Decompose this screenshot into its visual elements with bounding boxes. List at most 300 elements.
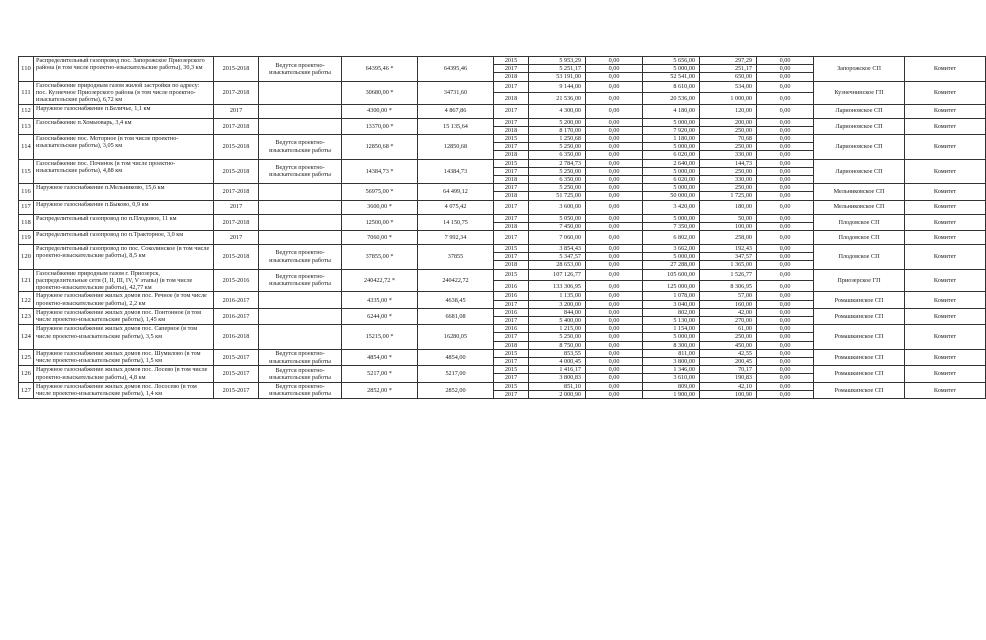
other-sources: 0,00 [757,159,814,167]
forecast-cost: 4854,00 [418,349,494,365]
total-amount: 2 784,73 [529,159,586,167]
funding-year: 2018 [494,93,529,104]
responsible-executor: Комитет [905,118,986,134]
responsible-executor: Комитет [905,308,986,324]
local-budget: 330,00 [700,151,757,159]
total-amount: 853,55 [529,349,586,357]
other-sources: 0,00 [757,214,814,222]
implementation-period: 2017-2018 [214,214,259,230]
municipality: Мельниковское СП [814,200,905,214]
status-note: Ведутся проектно-изыскательские работы [259,134,342,159]
responsible-executor: Комитет [905,57,986,82]
estimated-cost: 13370,00 * [342,118,418,134]
funding-year: 2016 [494,308,529,316]
other-sources: 0,00 [757,104,814,118]
funding-year: 2017 [494,143,529,151]
total-amount: 3 600,00 [529,200,586,214]
forecast-cost: 14384,73 [418,159,494,184]
total-amount: 5 050,00 [529,214,586,222]
implementation-period: 2015-2018 [214,57,259,82]
row-number: 119 [19,230,34,244]
implementation-period: 2016-2018 [214,325,259,350]
total-amount: 107 126,77 [529,269,586,280]
other-sources: 0,00 [757,374,814,382]
other-sources: 0,00 [757,349,814,357]
funding-year: 2018 [494,341,529,349]
funding-year: 2017 [494,317,529,325]
row-number: 110 [19,57,34,82]
total-amount: 3 854,43 [529,244,586,252]
regional-budget: 3 800,00 [643,358,700,366]
row-number: 126 [19,366,34,382]
total-amount: 8 750,00 [529,341,586,349]
other-sources: 0,00 [757,358,814,366]
regional-budget: 5 000,00 [643,333,700,341]
municipality: Плодовское СП [814,214,905,230]
other-sources: 0,00 [757,390,814,398]
federal-budget: 0,00 [586,151,643,159]
regional-budget: 5 000,00 [643,214,700,222]
regional-budget: 3 662,00 [643,244,700,252]
total-amount: 5 251,17 [529,65,586,73]
local-budget: 8 306,95 [700,280,757,291]
funding-year: 2017 [494,118,529,126]
row-number: 111 [19,81,34,104]
funding-year: 2018 [494,126,529,134]
regional-budget: 105 600,00 [643,269,700,280]
forecast-cost: 5217,00 [418,366,494,382]
row-number: 122 [19,292,34,308]
total-amount: 8 170,00 [529,126,586,134]
table-row [19,81,986,92]
other-sources: 0,00 [757,184,814,192]
funding-year: 2018 [494,192,529,200]
municipality: Ромашкинское СП [814,325,905,350]
forecast-cost: 37855 [418,244,494,269]
local-budget: 180,00 [700,200,757,214]
funding-year: 2017 [494,333,529,341]
federal-budget: 0,00 [586,280,643,291]
local-budget: 70,17 [700,366,757,374]
federal-budget: 0,00 [586,333,643,341]
federal-budget: 0,00 [586,167,643,175]
funding-year: 2017 [494,81,529,92]
regional-budget: 811,00 [643,349,700,357]
status-note [259,104,342,118]
other-sources: 0,00 [757,341,814,349]
regional-budget: 8 610,00 [643,81,700,92]
local-budget: 250,00 [700,143,757,151]
funding-year: 2017 [494,358,529,366]
other-sources: 0,00 [757,134,814,142]
federal-budget: 0,00 [586,134,643,142]
local-budget: 250,00 [700,184,757,192]
responsible-executor: Комитет [905,244,986,269]
municipality: Ромашкинское СП [814,308,905,324]
forecast-cost: 240422,72 [418,269,494,292]
implementation-period: 2015-2018 [214,159,259,184]
federal-budget: 0,00 [586,317,643,325]
funding-year: 2017 [494,253,529,261]
regional-budget: 6 802,00 [643,230,700,244]
table-row [19,134,986,142]
funding-year: 2016 [494,280,529,291]
local-budget: 100,00 [700,222,757,230]
forecast-cost: 64395,46 [418,57,494,82]
local-budget: 1 000,00 [700,93,757,104]
implementation-period: 2017 [214,230,259,244]
other-sources: 0,00 [757,65,814,73]
total-amount: 1 135,00 [529,292,586,300]
table-row [19,200,986,214]
total-amount: 5 953,29 [529,57,586,65]
funding-year: 2017 [494,184,529,192]
federal-budget: 0,00 [586,184,643,192]
funding-year: 2016 [494,325,529,333]
total-amount: 6 350,00 [529,151,586,159]
status-note [259,200,342,214]
status-note: Ведутся проектно-изыскательские работы [259,349,342,365]
municipality: Ларионовское СП [814,118,905,134]
regional-budget: 6 020,00 [643,151,700,159]
regional-budget: 4 180,00 [643,104,700,118]
regional-budget: 5 130,00 [643,317,700,325]
regional-budget: 809,00 [643,382,700,390]
municipality: Ромашкинское СП [814,292,905,308]
regional-budget: 125 000,00 [643,280,700,291]
implementation-period: 2015-2018 [214,244,259,269]
table-row [19,366,986,374]
total-amount: 5 250,00 [529,143,586,151]
estimated-cost: 12500,00 * [342,214,418,230]
implementation-period: 2015-2017 [214,382,259,398]
other-sources: 0,00 [757,167,814,175]
estimated-cost: 5217,00 * [342,366,418,382]
total-amount: 4 300,00 [529,104,586,118]
local-budget: 347,57 [700,253,757,261]
local-budget: 250,00 [700,126,757,134]
row-number: 114 [19,134,34,159]
total-amount: 3 800,83 [529,374,586,382]
implementation-period: 2017-2018 [214,118,259,134]
funding-year: 2015 [494,159,529,167]
regional-budget: 1 154,00 [643,325,700,333]
regional-budget: 7 350,00 [643,222,700,230]
estimated-cost: 30680,00 * [342,81,418,104]
federal-budget: 0,00 [586,390,643,398]
total-amount: 6 350,00 [529,175,586,183]
total-amount: 5 200,00 [529,118,586,126]
table-row [19,184,986,192]
other-sources: 0,00 [757,300,814,308]
row-number: 120 [19,244,34,269]
estimated-cost: 4300,00 * [342,104,418,118]
local-budget: 100,90 [700,390,757,398]
implementation-period: 2017-2018 [214,81,259,104]
federal-budget: 0,00 [586,382,643,390]
estimated-cost: 12850,68 * [342,134,418,159]
funding-year: 2018 [494,175,529,183]
table-row [19,349,986,357]
funding-year: 2017 [494,200,529,214]
object-name: Газоснабжение п.Хомьюварь, 3,4 км [34,118,214,134]
local-budget: 57,00 [700,292,757,300]
object-name: Распределительный газопровод по п.Тракторное, 3,0 км [34,230,214,244]
federal-budget: 0,00 [586,253,643,261]
status-note [259,325,342,350]
municipality: Кузнечнинское ГП [814,81,905,104]
funding-year: 2018 [494,261,529,269]
other-sources: 0,00 [757,382,814,390]
total-amount: 9 144,00 [529,81,586,92]
local-budget: 1 526,77 [700,269,757,280]
federal-budget: 0,00 [586,57,643,65]
table-row [19,308,986,316]
row-number: 117 [19,200,34,214]
implementation-period: 2015-2017 [214,366,259,382]
other-sources: 0,00 [757,230,814,244]
local-budget: 192,43 [700,244,757,252]
table-row [19,214,986,222]
regional-budget: 5 000,00 [643,167,700,175]
local-budget: 250,00 [700,167,757,175]
table-row [19,382,986,390]
forecast-cost: 16280,05 [418,325,494,350]
local-budget: 42,00 [700,308,757,316]
total-amount: 21 536,00 [529,93,586,104]
total-amount: 5 250,00 [529,333,586,341]
funding-year: 2015 [494,349,529,357]
regional-budget: 2 640,00 [643,159,700,167]
forecast-cost: 34731,60 [418,81,494,104]
responsible-executor: Комитет [905,184,986,200]
local-budget: 120,00 [700,104,757,118]
federal-budget: 0,00 [586,175,643,183]
forecast-cost: 4 075,42 [418,200,494,214]
estimated-cost: 2852,00 * [342,382,418,398]
responsible-executor: Комитет [905,81,986,104]
local-budget: 144,73 [700,159,757,167]
implementation-period: 2016-2017 [214,308,259,324]
municipality: Запорожское СП [814,57,905,82]
funding-year: 2018 [494,222,529,230]
local-budget: 250,00 [700,333,757,341]
row-number: 116 [19,184,34,200]
federal-budget: 0,00 [586,143,643,151]
forecast-cost: 6681,08 [418,308,494,324]
local-budget: 70,68 [700,134,757,142]
other-sources: 0,00 [757,253,814,261]
responsible-executor: Комитет [905,214,986,230]
responsible-executor: Комитет [905,200,986,214]
investment-program-table [18,56,986,399]
regional-budget: 3 420,00 [643,200,700,214]
other-sources: 0,00 [757,151,814,159]
total-amount: 844,00 [529,308,586,316]
federal-budget: 0,00 [586,269,643,280]
row-number: 125 [19,349,34,365]
forecast-cost: 4638,45 [418,292,494,308]
federal-budget: 0,00 [586,261,643,269]
municipality: Ларионовское СП [814,104,905,118]
estimated-cost: 7060,00 * [342,230,418,244]
forecast-cost: 12850,68 [418,134,494,159]
federal-budget: 0,00 [586,200,643,214]
regional-budget: 5 000,00 [643,184,700,192]
federal-budget: 0,00 [586,93,643,104]
regional-budget: 50 000,00 [643,192,700,200]
funding-year: 2017 [494,65,529,73]
table-row [19,269,986,280]
regional-budget: 5 000,00 [643,253,700,261]
regional-budget: 5 656,00 [643,57,700,65]
local-budget: 258,00 [700,230,757,244]
regional-budget: 5 000,00 [643,118,700,126]
local-budget: 200,45 [700,358,757,366]
status-note [259,308,342,324]
total-amount: 133 306,95 [529,280,586,291]
estimated-cost: 6244,00 * [342,308,418,324]
regional-budget: 3 610,00 [643,374,700,382]
federal-budget: 0,00 [586,300,643,308]
federal-budget: 0,00 [586,349,643,357]
implementation-period: 2016-2017 [214,292,259,308]
other-sources: 0,00 [757,366,814,374]
other-sources: 0,00 [757,317,814,325]
funding-year: 2015 [494,244,529,252]
local-budget: 190,83 [700,374,757,382]
responsible-executor: Комитет [905,382,986,398]
other-sources: 0,00 [757,222,814,230]
total-amount: 53 191,00 [529,73,586,81]
local-budget: 330,00 [700,175,757,183]
row-number: 121 [19,269,34,292]
implementation-period: 2017 [214,200,259,214]
total-amount: 5 250,00 [529,184,586,192]
implementation-period: 2015-2016 [214,269,259,292]
responsible-executor: Комитет [905,230,986,244]
table-row [19,292,986,300]
regional-budget: 1 900,00 [643,390,700,398]
federal-budget: 0,00 [586,341,643,349]
other-sources: 0,00 [757,57,814,65]
object-name: Наружное газоснабжение жилых домов пос. Саперное (в том числе проектно-изыскательские работы), 3,5 км [34,325,214,350]
estimated-cost: 240422,72 * [342,269,418,292]
regional-budget: 6 020,00 [643,175,700,183]
regional-budget: 52 541,00 [643,73,700,81]
implementation-period: 2015-2017 [214,349,259,365]
regional-budget: 27 288,00 [643,261,700,269]
responsible-executor: Комитет [905,269,986,292]
total-amount: 5 250,00 [529,167,586,175]
status-note [259,118,342,134]
total-amount: 51 725,00 [529,192,586,200]
object-name: Распределительный газопровод пос. Запорожское Приозерского района (в том числе проектно-изыскательские работы), 30,3 км [34,57,214,82]
responsible-executor: Комитет [905,134,986,159]
regional-budget: 20 536,00 [643,93,700,104]
federal-budget: 0,00 [586,222,643,230]
local-budget: 42,55 [700,349,757,357]
municipality: Ларионовское СП [814,159,905,184]
funding-year: 2017 [494,300,529,308]
local-budget: 160,00 [700,300,757,308]
other-sources: 0,00 [757,308,814,316]
other-sources: 0,00 [757,280,814,291]
municipality: Плодовское СП [814,244,905,269]
table-row [19,244,986,252]
federal-budget: 0,00 [586,118,643,126]
total-amount: 28 653,00 [529,261,586,269]
table-row [19,325,986,333]
federal-budget: 0,00 [586,292,643,300]
object-name: Газоснабжение природным газом жилой застройки по адресу: пос. Кузнечное Приозерского района (в том числе проектно-изыскательские работы), 6,72 км [34,81,214,104]
federal-budget: 0,00 [586,374,643,382]
local-budget: 270,00 [700,317,757,325]
implementation-period: 2015-2018 [214,134,259,159]
funding-year: 2017 [494,167,529,175]
municipality: Ларионовское СП [814,134,905,159]
table-row [19,118,986,126]
local-budget: 650,00 [700,73,757,81]
funding-year: 2015 [494,269,529,280]
responsible-executor: Комитет [905,104,986,118]
table-row [19,230,986,244]
other-sources: 0,00 [757,73,814,81]
regional-budget: 5 000,00 [643,65,700,73]
estimated-cost: 3600,00 * [342,200,418,214]
object-name: Распределительный газопровод по пос. Соколинское (в том числе проектно-изыскательские работы), 8,5 км [34,244,214,269]
estimated-cost: 14384,73 * [342,159,418,184]
local-budget: 61,00 [700,325,757,333]
local-budget: 1 725,00 [700,192,757,200]
funding-year: 2017 [494,374,529,382]
object-name: Газоснабжение природным газом г. Приозерск, распределительные сети (I, II, III, IV, V этапы) (в том числе проектно-изыскательские работы), 42,77 км [34,269,214,292]
forecast-cost: 4 867,86 [418,104,494,118]
status-note: Ведутся проектно-изыскательские работы [259,382,342,398]
funding-year: 2018 [494,73,529,81]
federal-budget: 0,00 [586,104,643,118]
regional-budget: 1 078,00 [643,292,700,300]
implementation-period: 2017-2018 [214,184,259,200]
funding-year: 2016 [494,292,529,300]
status-note: Ведутся проектно-изыскательские работы [259,244,342,269]
other-sources: 0,00 [757,244,814,252]
row-number: 124 [19,325,34,350]
estimated-cost: 64395,46 * [342,57,418,82]
total-amount: 5 347,57 [529,253,586,261]
object-name: Распределительный газопровод по п.Плодовое, 11 км [34,214,214,230]
municipality: Мельниковское СП [814,184,905,200]
status-note: Ведутся проектно-изыскательские работы [259,159,342,184]
forecast-cost: 64 499,12 [418,184,494,200]
total-amount: 5 400,00 [529,317,586,325]
municipality: Приозерское ГП [814,269,905,292]
total-amount: 851,10 [529,382,586,390]
responsible-executor: Комитет [905,325,986,350]
responsible-executor: Комитет [905,292,986,308]
object-name: Наружное газоснабжение п.Беличье, 1,1 км [34,104,214,118]
regional-budget: 8 300,00 [643,341,700,349]
local-budget: 251,17 [700,65,757,73]
row-number: 115 [19,159,34,184]
other-sources: 0,00 [757,126,814,134]
federal-budget: 0,00 [586,73,643,81]
total-amount: 1 215,00 [529,325,586,333]
object-name: Наружное газоснабжение жилых домов пос. Лосево (в том числе проектно-изыскательские работы), 4,8 км [34,366,214,382]
federal-budget: 0,00 [586,192,643,200]
total-amount: 1 250,68 [529,134,586,142]
local-budget: 200,00 [700,118,757,126]
